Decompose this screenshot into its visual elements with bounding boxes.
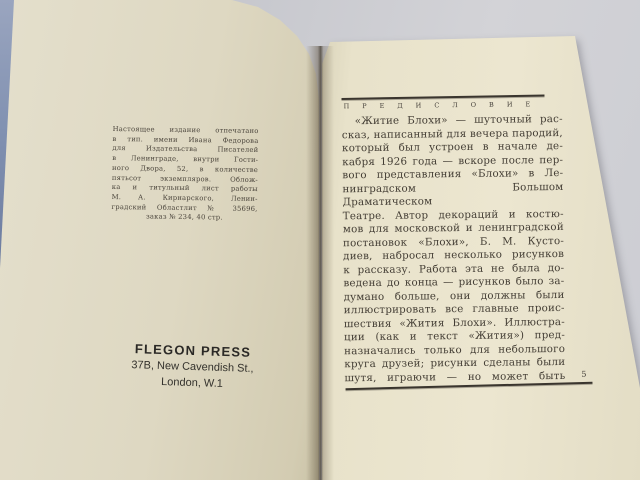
publisher-imprint [84, 339, 300, 395]
preface-page [328, 89, 601, 394]
preface-header: ПРЕДИСЛОВИЕ [343, 100, 544, 111]
text-line: иллюстрировать все главные проис- [343, 301, 565, 317]
text-line: к рассказу. Работа эта не была до- [343, 261, 565, 276]
text-line: диев, набросал несколько рисунков [343, 247, 565, 263]
text-line: в Ленинграде, внутри Гости- [112, 154, 259, 165]
text-line: Театре. Автор декораций и костю- [342, 207, 564, 222]
colophon-text [111, 125, 258, 224]
publisher-address-line1: 37B, New Cavendish St., [131, 359, 254, 375]
text-line: ка и титульный лист работы [111, 183, 258, 194]
text-line: который был устроен в начале де- [341, 139, 564, 155]
text-line: нинградском Большом Драматическом [342, 180, 564, 209]
text-line: ции (как и текст «Жития») пред- [343, 328, 566, 344]
publisher-name: FLEGON PRESS [134, 341, 252, 360]
publisher-address-line2: London, W.1 [160, 376, 224, 390]
text-line: постановок «Блохи», Б. М. Кусто- [342, 234, 565, 249]
text-line: мов для московской и ленинградской [342, 220, 564, 236]
text-line: М. А. Кирнарского, Ленин- [111, 192, 258, 203]
text-line: думано больше, они должны были [343, 288, 565, 303]
preface-body [342, 113, 566, 385]
text-line: кабря 1926 года — вскоре после пер- [342, 153, 564, 168]
text-line: шутя, играючи — но может быть [344, 369, 566, 384]
text-line: пятьсот экземпляров. Облож- [111, 173, 258, 184]
page-number: 5 [581, 369, 587, 379]
text-line: «Житие Блохи» — шуточный рас- [354, 112, 563, 128]
text-line: градский Областлит № 35696, [111, 202, 258, 213]
text-line: назначались только для небольшого [344, 342, 566, 357]
text-line: Настоящее издание отпечатано [112, 124, 259, 136]
text-line: в тип. имени Ивана Федорова [112, 134, 259, 145]
text-line: круга друзей; рисунки сделаны были [344, 355, 566, 371]
text-line: заказ № 234, 40 стр. [145, 212, 223, 222]
text-line: сказ, написанный для вечера пародий, [341, 126, 563, 141]
text-line: вого представления «Блохи» в Ле- [342, 166, 564, 182]
text-line: для Издательства Писателей [112, 144, 259, 155]
text-line: ного Двора, 52, в количестве [112, 163, 259, 174]
text-line: шествия «Жития Блохи». Иллюстра- [343, 315, 565, 330]
text-line: ведена до конца — рисунков было за- [343, 274, 565, 290]
